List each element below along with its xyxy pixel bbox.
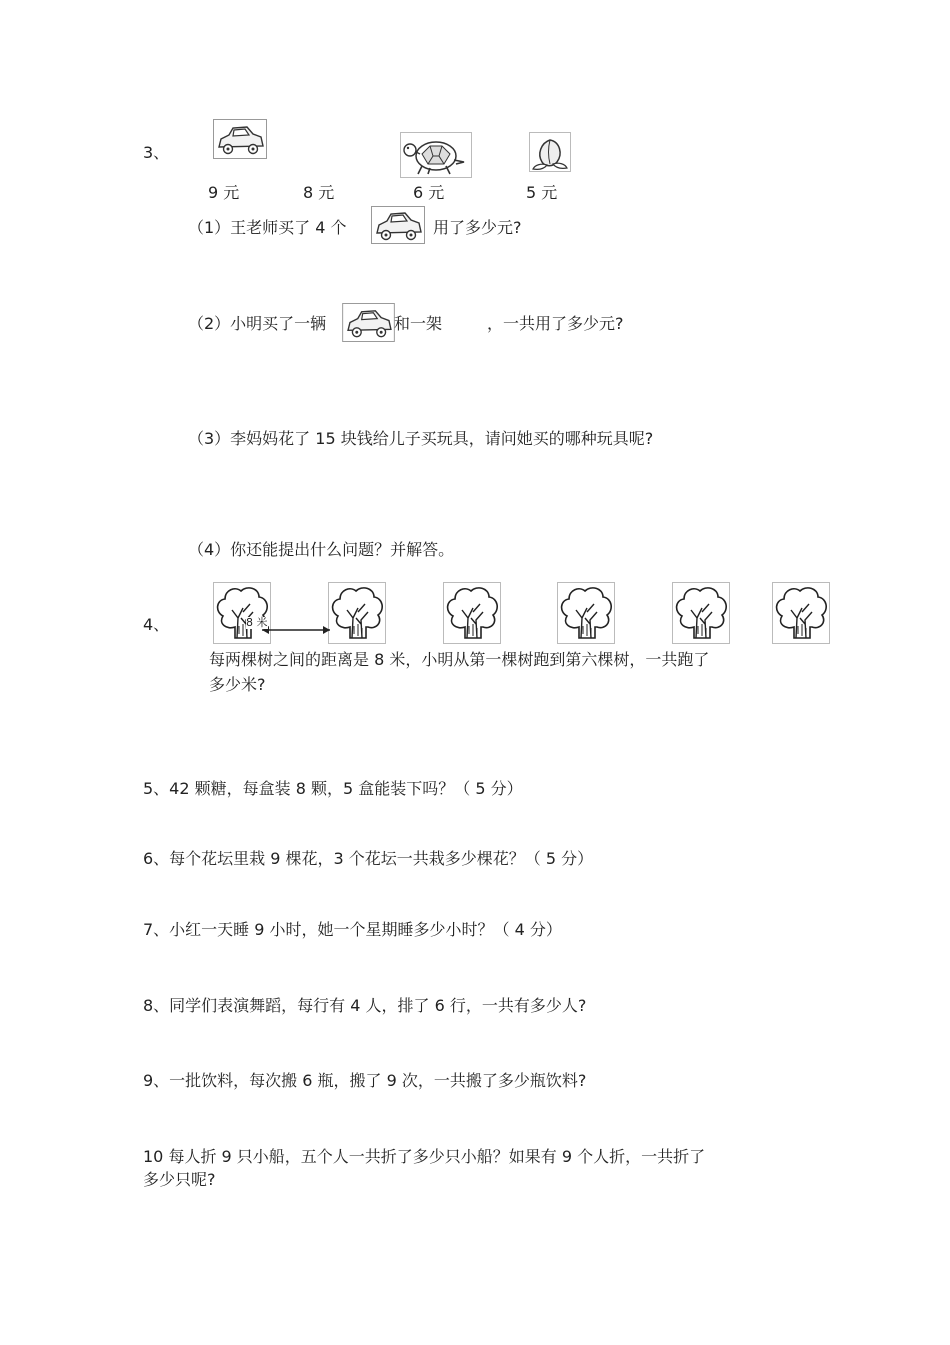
question-5: 5、42 颗糖，每盒装 8 颗，5 盒能装下吗？（ 5 分） [143,779,523,798]
question-8: 8、同学们表演舞蹈，每行有 4 人，排了 6 行，一共有多少人? [143,996,587,1015]
q3-sub1-text-b: 用了多少元? [433,218,522,237]
question-10-line1: 10 每人折 9 只小船，五个人一共折了多少只小船？如果有 9 个人折，一共折了 [143,1147,706,1166]
q3-sub2-text-c: ，一共用了多少元? [487,314,624,333]
q4-text-line1: 每两棵树之间的距离是 8 米，小明从第一棵树跑到第六棵树，一共跑了 [209,650,710,669]
tree-icon [557,582,615,644]
tree-icon [328,582,386,644]
distance-arrow [258,620,334,640]
price-plane: 8 元 [303,183,335,202]
question-10-line2: 多少只呢? [143,1170,216,1189]
question-7: 7、小红一天睡 9 小时，她一个星期睡多少小时？（ 4 分） [143,920,562,939]
question-3-number: 3、 [143,143,170,162]
price-turtle: 6 元 [413,183,445,202]
question-4-number: 4、 [143,615,170,634]
tree-icon [443,582,501,644]
toy-car-icon [342,303,395,342]
peach-icon [529,132,571,172]
q3-sub2-text-b: 和一架 [394,314,443,333]
question-6: 6、每个花坛里栽 9 棵花，3 个花坛一共栽多少棵花？（ 5 分） [143,849,594,868]
price-peach: 5 元 [526,183,558,202]
q4-text-line2: 多少米? [209,675,266,694]
price-toy-car: 9 元 [208,183,240,202]
plane-icon [450,312,486,334]
tree-icon [772,582,830,644]
q3-sub3-text: （3）李妈妈花了 15 块钱给儿子买玩具，请问她买的哪种玩具呢? [188,429,654,448]
q3-sub1-text-a: （1）王老师买了 4 个 [188,218,347,237]
turtle-icon [400,132,472,178]
toy-car-icon [371,206,425,244]
distance-label: 8 米 [246,616,268,629]
tree-icon [672,582,730,644]
q3-sub4-text: （4）你还能提出什么问题？并解答。 [188,540,455,559]
toy-car-icon [213,119,267,159]
question-9: 9、一批饮料，每次搬 6 瓶，搬了 9 次，一共搬了多少瓶饮料? [143,1071,587,1090]
q3-sub2-text-a: （2）小明买了一辆 [188,314,327,333]
